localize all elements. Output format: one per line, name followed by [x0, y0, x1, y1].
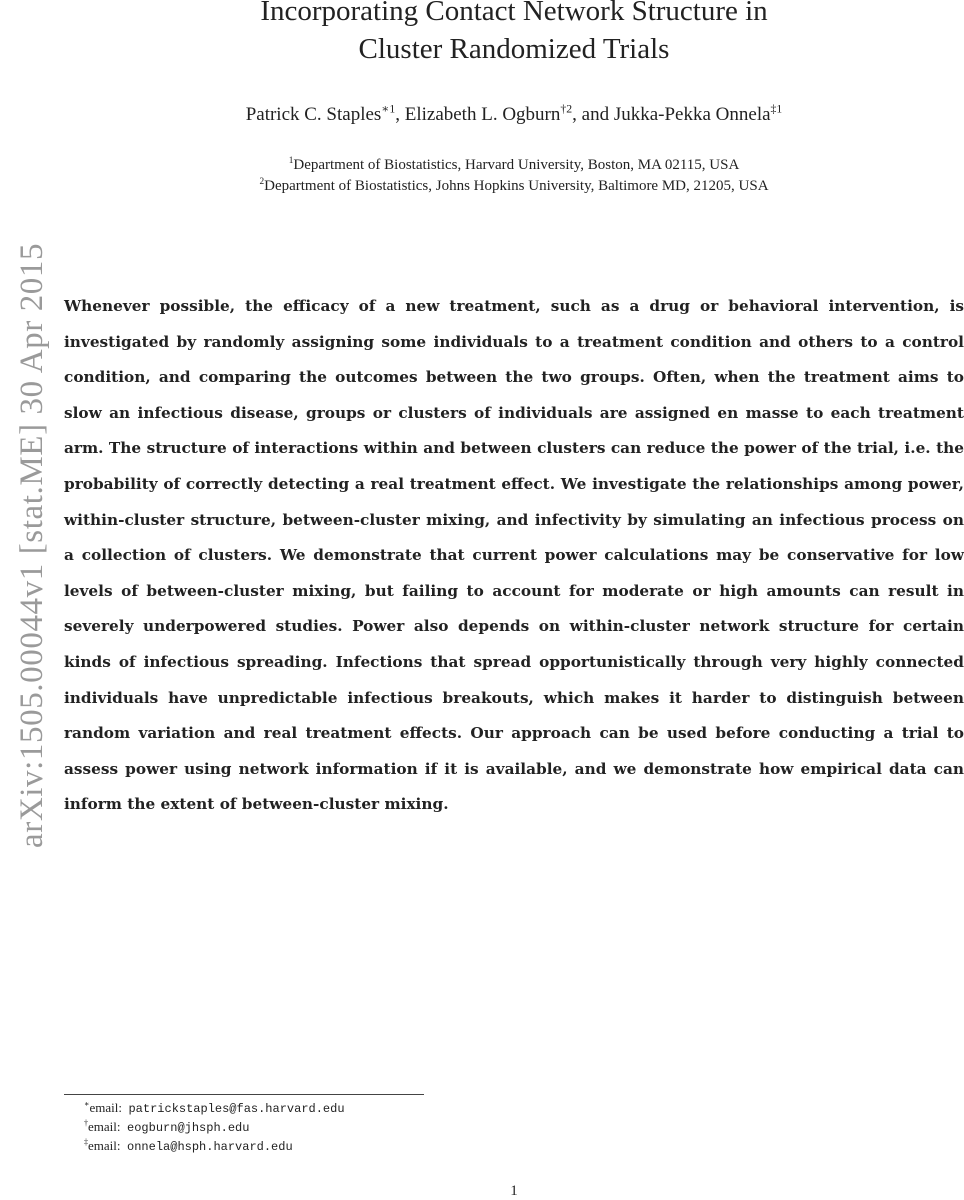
affiliations [0, 155, 964, 197]
email-address: onnela@hsph.harvard.edu [127, 1140, 293, 1154]
paper-title [0, 0, 964, 68]
author-name: Patrick C. Staples [245, 104, 382, 125]
email-address: eogburn@jhsph.edu [127, 1121, 250, 1135]
arxiv-identifier-stamp: arXiv:1505.00044v1 [stat.ME] 30 Apr 2015 [14, 242, 50, 848]
affiliation-text: Department of Biostatistics, Johns Hopkins University, Baltimore MD, 21205, USA [264, 178, 769, 194]
footnote-mark: ∗ [84, 1099, 90, 1109]
author-separator: , and [572, 104, 614, 125]
footnotes [84, 1099, 345, 1156]
footnote-mark: ‡ [84, 1137, 89, 1147]
footnote-label: email: [88, 1119, 121, 1134]
page-number: 1 [510, 1183, 518, 1199]
author-mark: ‡1 [770, 102, 783, 116]
author-mark: †2 [560, 102, 573, 116]
abstract-text: Whenever possible, the efficacy of a new treatment, such as a drug or behavioral intervention, is investigated by randomly assigning some individuals to a treatment condition and others to a control condition, and comparing the outcomes between the two groups. Often, when the treatment aims to slow an infectious disease, groups or clusters of individuals are assigned en masse to each treatment arm. The structure of interactions within and between clusters can reduce the power of the trial, i.e. the probability of correctly detecting a real treatment effect. We investigate the relationships among power, within-cluster structure, between-cluster mixing, and infectivity by simulating an infectious process on a collection of clusters. We demonstrate that current power calculations may be conservative for low levels of between-cluster mixing, but failing to account for moderate or high amounts can result in severely underpowered studies. Power also depends on within-cluster network structure for certain kinds of infectious spreading. Infections that spread opportunistically through very highly connected individuals have unpredictable infectious breakouts, which makes it harder to distinguish between random variation and real treatment effects. Our approach can be used before conducting a trial to assess power using network information if it is available, and we demonstrate how empirical data can inform the extent of between-cluster mixing. [64, 297, 964, 814]
affiliation-line [0, 176, 964, 197]
author-name: Jukka-Pekka Onnela [613, 104, 771, 125]
author-list [0, 104, 964, 126]
footnote-label: email: [88, 1138, 121, 1153]
footnote-label: email: [89, 1100, 122, 1115]
author-name: Elizabeth L. Ogburn [404, 104, 561, 125]
affiliation-mark: 2 [259, 177, 265, 187]
footnote-email [84, 1137, 345, 1156]
affiliation-line [0, 155, 964, 176]
footnote-email [84, 1099, 345, 1118]
affiliation-text: Department of Biostatistics, Harvard University, Boston, MA 02115, USA [293, 157, 740, 173]
footnote-email [84, 1118, 345, 1137]
title-line-1: Incorporating Contact Network Structure in [260, 0, 768, 27]
affiliation-mark: 1 [288, 156, 294, 166]
author-mark: ∗1 [381, 102, 396, 116]
footnote-mark: † [84, 1118, 89, 1128]
email-address: patrickstaples@fas.harvard.edu [128, 1102, 345, 1116]
title-line-2: Cluster Randomized Trials [358, 33, 670, 65]
author-separator: , [395, 104, 405, 125]
footnote-divider [64, 1094, 424, 1095]
